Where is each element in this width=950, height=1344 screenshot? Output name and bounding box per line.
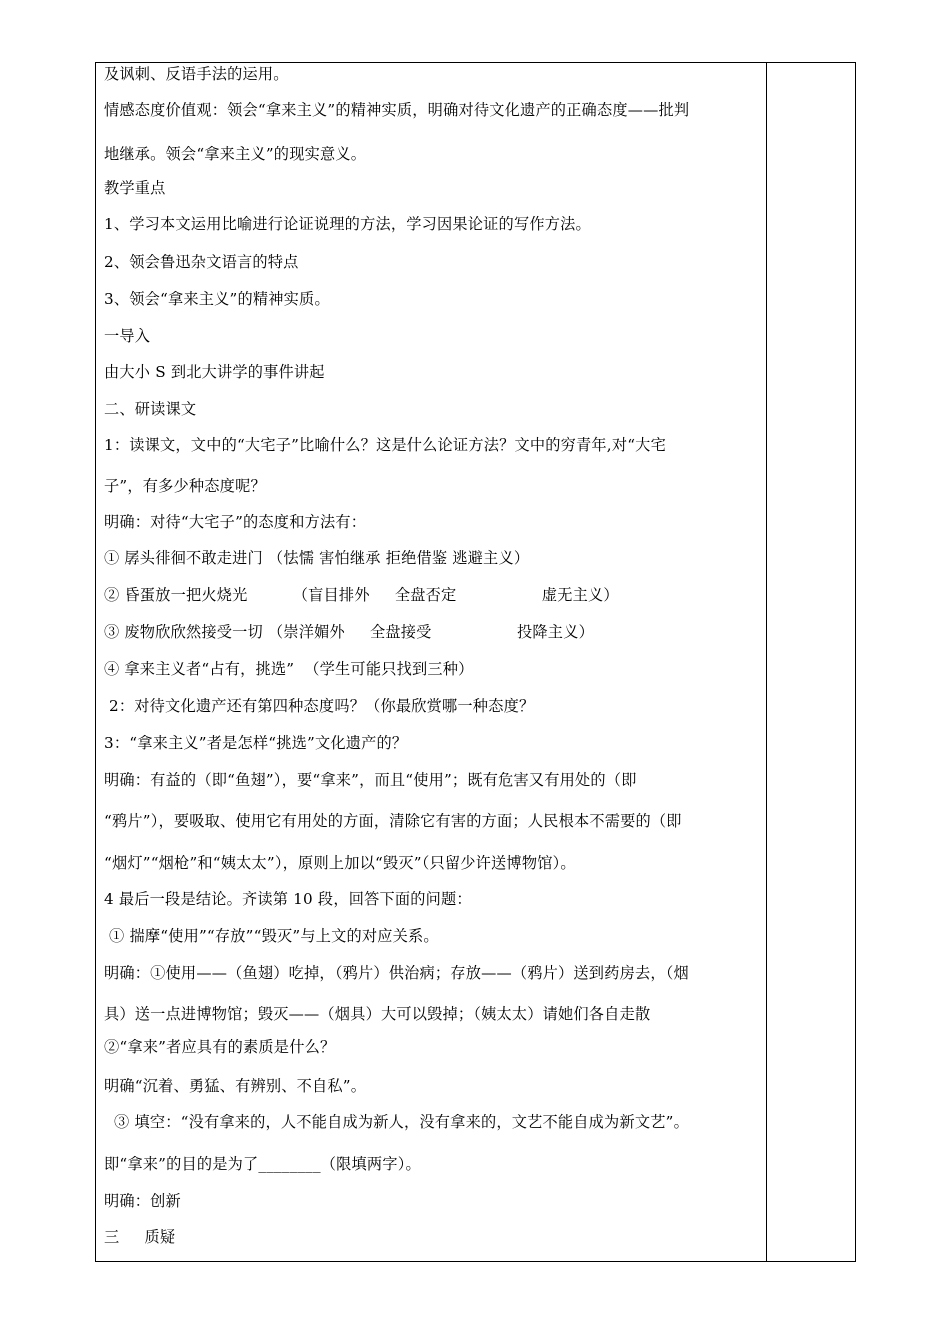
section-heading: 教学重点 xyxy=(104,179,166,197)
notes-column xyxy=(767,63,855,1261)
text-line: 2：对待文化遗产还有第四种态度吗？（你最欣赏哪一种态度？ xyxy=(104,697,535,715)
text-line: 及讽刺、反语手法的运用。 xyxy=(104,65,289,83)
section-heading: 一导入 xyxy=(104,327,151,345)
text-line: “鸦片”），要吸取、使用它有用处的方面，清除它有害的方面；人民根本不需要的（即 xyxy=(104,812,682,830)
text-line: 1：读课文，文中的“大宅子”比喻什么？这是什么论证方法？文中的穷青年,对“大宅 xyxy=(104,436,666,454)
text-line: 3、领会“拿来主义”的精神实质。 xyxy=(104,290,330,308)
section-heading: 二、研读课文 xyxy=(104,400,197,418)
text-line: 明确：创新 xyxy=(104,1192,181,1210)
list-item: ② 昏蛋放一把火烧光 （盲目排外 全盘否定 虚无主义） xyxy=(104,586,619,604)
text-line: 具）送一点进博物馆；毁灭——（烟具）大可以毁掉；（姨太太）请她们各自走散 xyxy=(104,1005,651,1023)
list-item: ① 孱头徘徊不敢走进门 （怯懦 害怕继承 拒绝借鉴 逃避主义） xyxy=(104,549,530,567)
text-line: 情感态度价值观：领会“拿来主义”的精神实质，明确对待文化遗产的正确态度——批判 xyxy=(104,101,690,119)
text-line: “烟灯”“烟枪”和“姨太太”），原则上加以“毁灭”（只留少许送博物馆）。 xyxy=(104,854,576,872)
text-line: 由大小 S 到北大讲学的事件讲起 xyxy=(104,363,325,381)
text-line: 即“拿来”的目的是为了________（限填两字）。 xyxy=(104,1155,421,1173)
text-line: 明确“沉着、勇猛、有辨别、不自私”。 xyxy=(104,1077,367,1095)
section-heading: 三 质疑 xyxy=(104,1228,176,1246)
text-line: 2、领会鲁迅杂文语言的特点 xyxy=(104,253,299,271)
text-line: 明确：对待“大宅子”的态度和方法有： xyxy=(104,513,367,531)
text-line: 1、学习本文运用比喻进行论证说理的方法，学习因果论证的写作方法。 xyxy=(104,215,591,233)
text-line: 明确：有益的（即“鱼翅”），要“拿来”，而且“使用”；既有危害又有用处的（即 xyxy=(104,771,637,789)
text-line: ① 揣摩“使用”“存放”“毁灭”与上文的对应关系。 xyxy=(104,927,439,945)
list-item: ④ 拿来主义者“占有，挑选” （学生可能只找到三种） xyxy=(104,660,474,678)
text-line: ③ 填空：“没有拿来的，人不能自成为新人，没有拿来的，文艺不能自成为新文艺”。 xyxy=(104,1113,689,1131)
text-line: 子”，有多少种态度呢？ xyxy=(104,477,266,495)
text-line: 地继承。领会“拿来主义”的现实意义。 xyxy=(104,145,367,163)
text-line: ②“拿来”者应具有的素质是什么？ xyxy=(104,1038,336,1056)
text-line: 4 最后一段是结论。齐读第 10 段，回答下面的问题： xyxy=(104,890,472,908)
text-line: 明确：①使用——（鱼翅）吃掉，（鸦片）供治病；存放——（鸦片）送到药房去，（烟 xyxy=(104,964,689,982)
text-line: 3：“拿来主义”者是怎样“挑选”文化遗产的？ xyxy=(104,734,408,752)
list-item: ③ 废物欣欣然接受一切 （崇洋媚外 全盘接受 投降主义） xyxy=(104,623,594,641)
